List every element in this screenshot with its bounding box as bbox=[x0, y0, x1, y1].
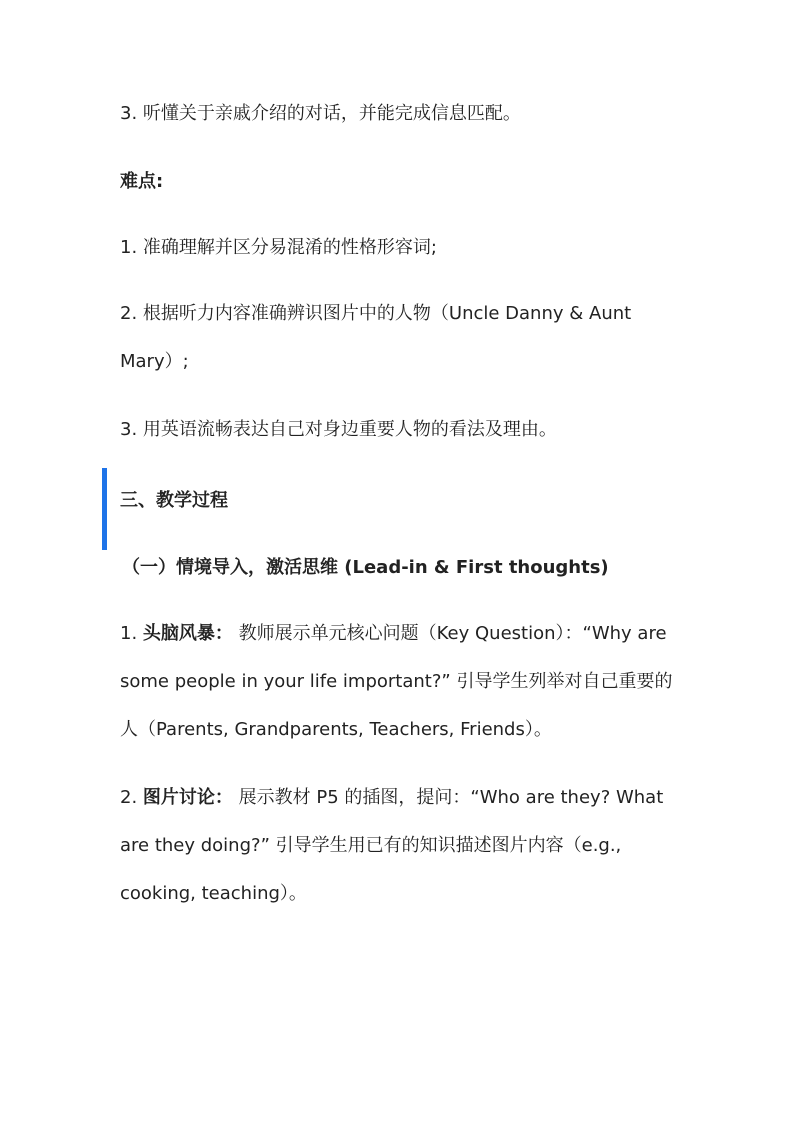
difficulties-heading: 难点: bbox=[120, 171, 164, 192]
process-item-1-text: 教师展示单元核心问题（Key Question）：“Why are some people in your life important?” 引导学生列举对自己重要的人（Parents, Grandparents, Teachers, Friends）。 bbox=[120, 623, 673, 740]
objective-line-3: 3. 听懂关于亲戚介绍的对话，并能完成信息匹配。 bbox=[120, 103, 521, 124]
difficulty-item-3: 3. 用英语流畅表达自己对身边重要人物的看法及理由。 bbox=[120, 419, 557, 440]
process-item-2 bbox=[120, 774, 680, 918]
subsection-title: （一）情境导入，激活思维 (Lead-in & First thoughts) bbox=[122, 557, 609, 578]
section-accent-bar bbox=[102, 468, 107, 550]
difficulty-item-2-line-2: Mary）; bbox=[120, 351, 189, 372]
process-item-1-prefix: 1. bbox=[120, 623, 138, 644]
process-item-1 bbox=[120, 610, 680, 754]
process-item-1-bold: 头脑风暴： bbox=[142, 623, 233, 644]
difficulty-item-2-line-1: 2. 根据听力内容准确辨识图片中的人物（Uncle Danny & Aunt bbox=[120, 303, 632, 324]
section-title: 三、教学过程 bbox=[120, 490, 228, 511]
process-item-2-text: 展示教材 P5 的插图，提问：“Who are they? What are they doing?” 引导学生用已有的知识描述图片内容（e.g., cooking, teaching）。 bbox=[120, 787, 664, 904]
process-item-2-prefix: 2. bbox=[120, 787, 138, 808]
difficulty-item-1: 1. 准确理解并区分易混淆的性格形容词; bbox=[120, 237, 437, 258]
process-item-2-bold: 图片讨论： bbox=[142, 787, 233, 808]
